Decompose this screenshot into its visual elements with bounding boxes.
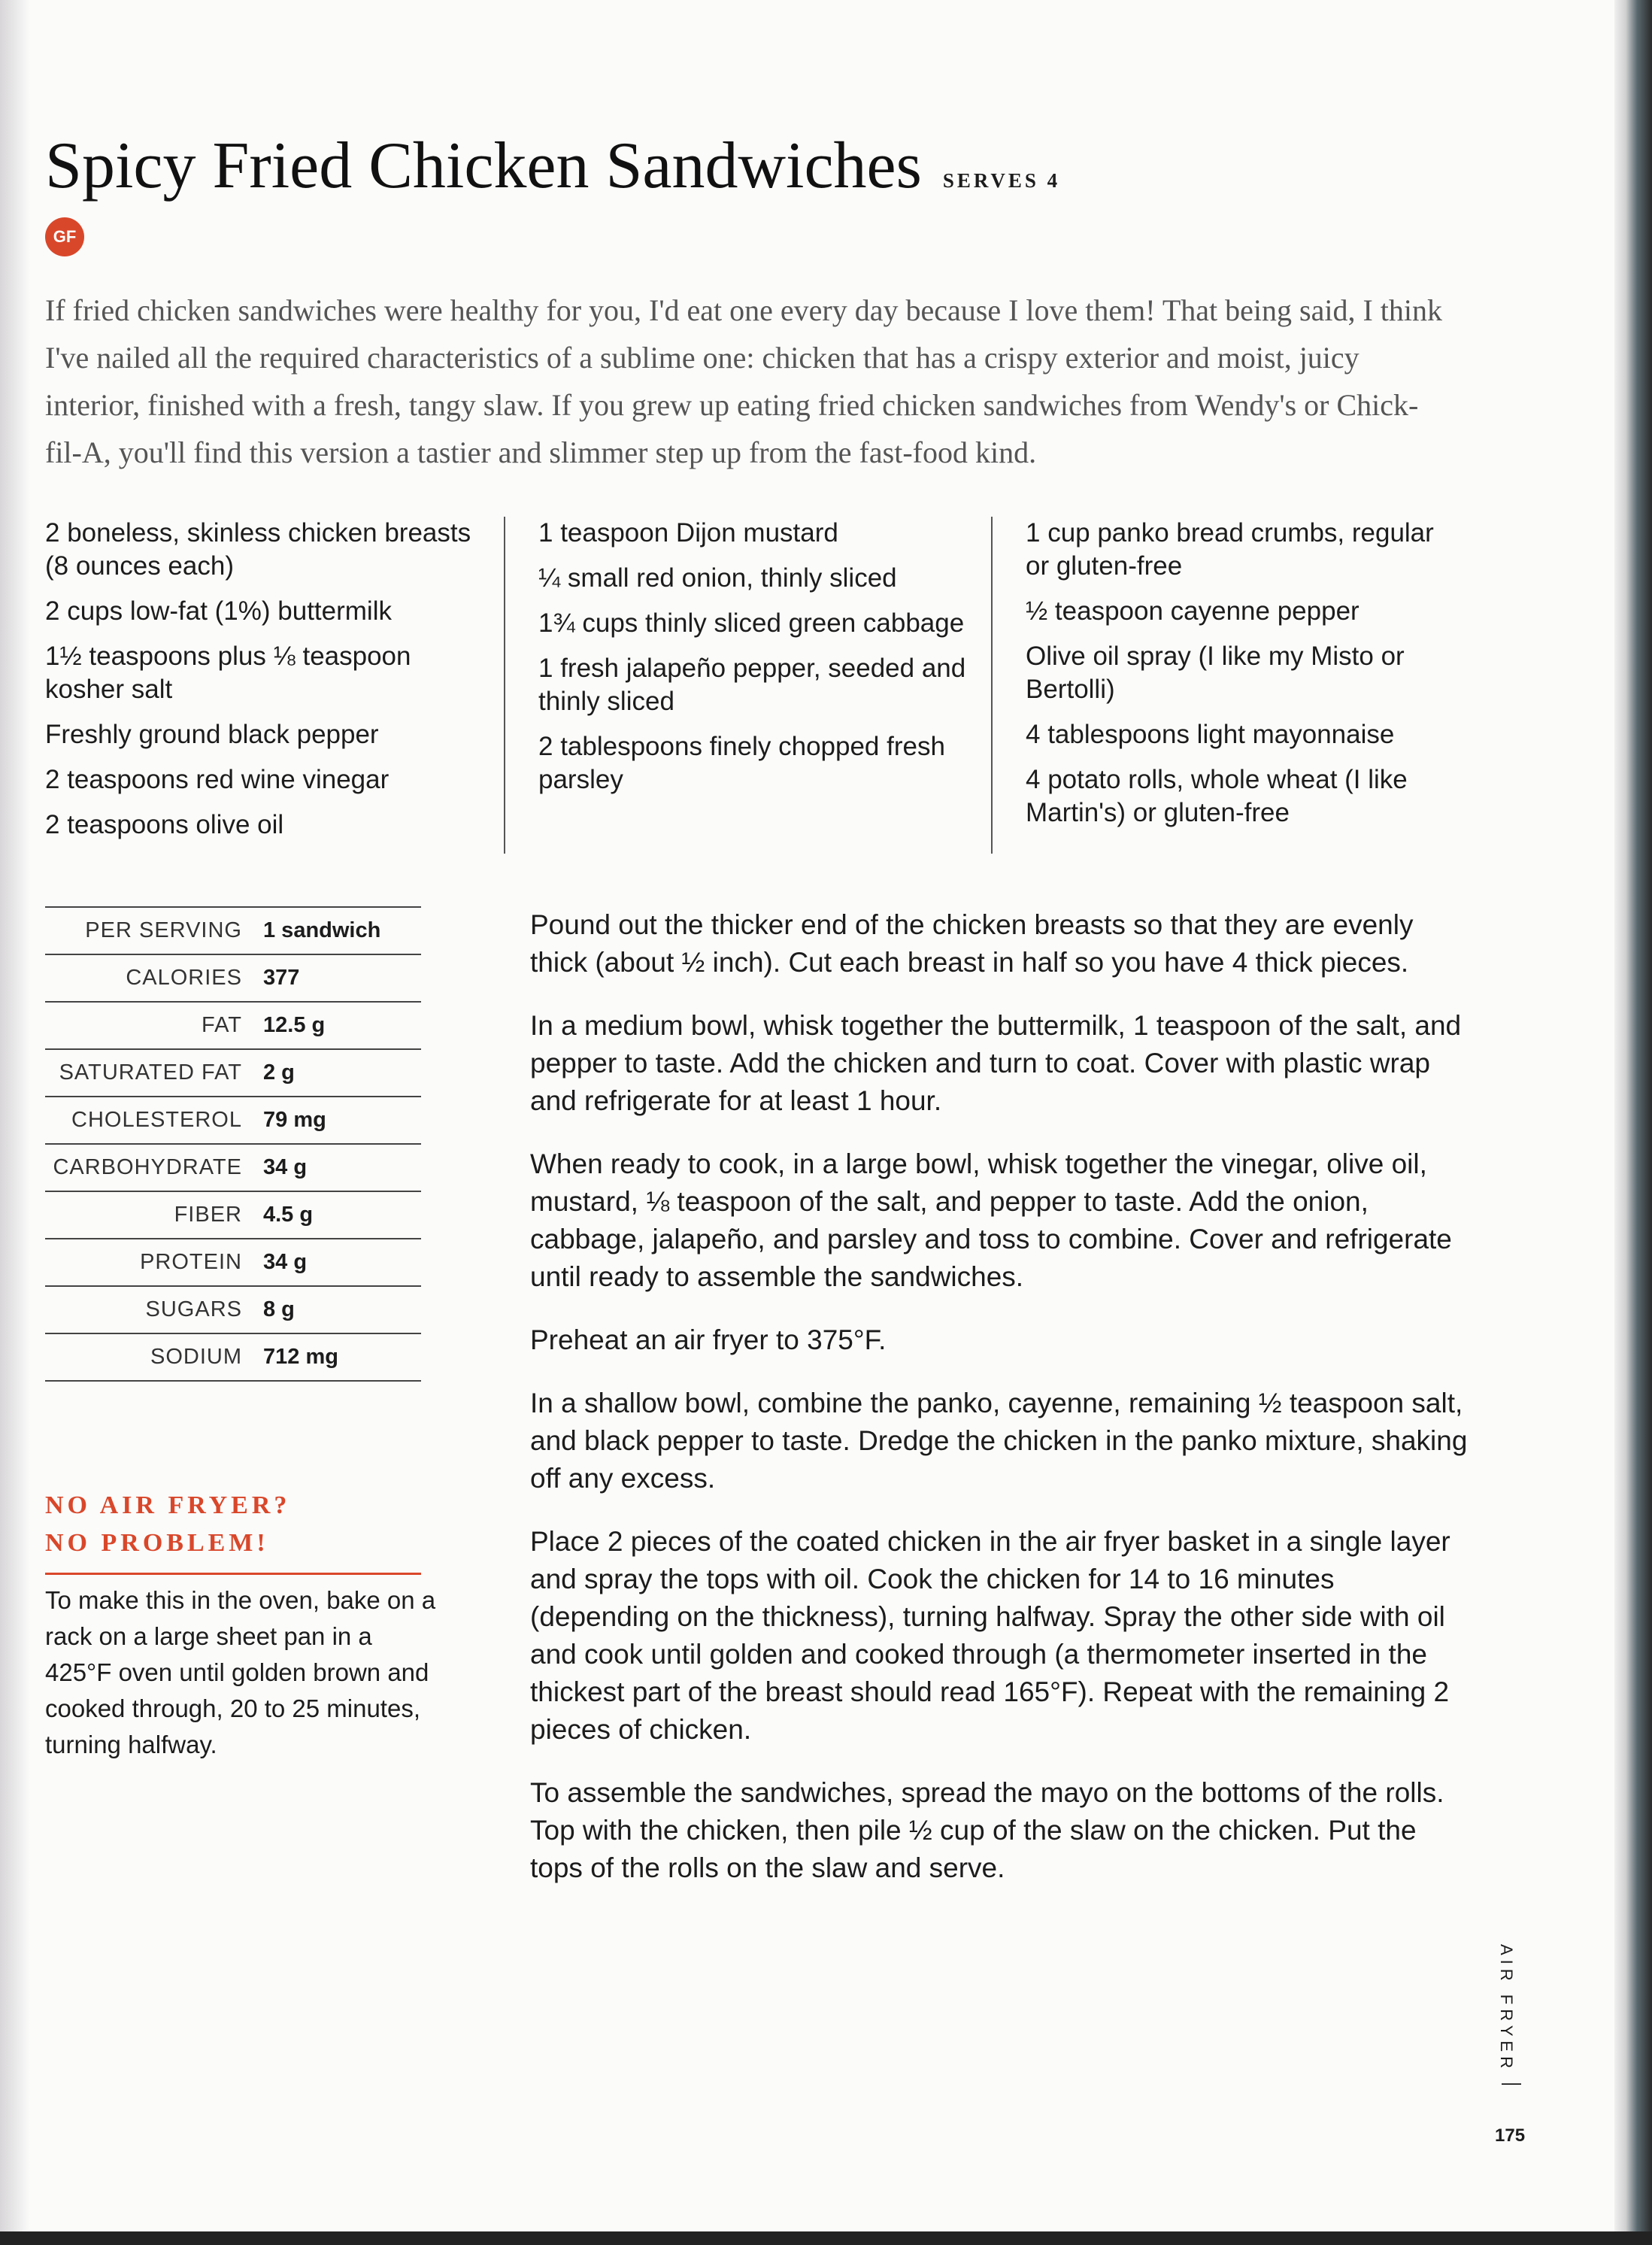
nutrition-row	[45, 1285, 421, 1333]
nutrition-value: 4.5 g	[263, 1203, 314, 1227]
instruction-step: Preheat an air fryer to 375°F.	[530, 1324, 887, 1355]
ingredient: 2 teaspoons red wine vinegar	[45, 765, 390, 794]
section-label: AIR FRYER	[1497, 1944, 1516, 2073]
ingredient: 4 tablespoons light mayonnaise	[1026, 720, 1395, 749]
left-column	[45, 906, 436, 1913]
instruction-step: Pound out the thicker end of the chicken breasts so that they are evenly thick (about ½ inch). Cut each breast in half so you have 4 thick pieces.	[530, 909, 1414, 978]
ingredient: ½ teaspoon cayenne pepper	[1026, 596, 1359, 626]
nutrition-value: 8 g	[263, 1297, 295, 1321]
nutrition-label: CHOLESTEROL	[71, 1108, 242, 1132]
nutrition-label: SODIUM	[150, 1345, 242, 1369]
ingredient: 2 teaspoons olive oil	[45, 810, 284, 839]
nutrition-label: PER SERVING	[85, 918, 242, 942]
instruction-step: In a shallow bowl, combine the panko, cayenne, remaining ½ teaspoon salt, and black pepper to taste. Dredge the chicken in the panko mixture, shaking off any excess.	[530, 1388, 1468, 1494]
scan-bottom-edge	[0, 2231, 1652, 2245]
ingredients-column-2	[504, 517, 991, 854]
lower-section	[45, 906, 1474, 1913]
recipe-page	[45, 128, 1474, 1913]
instruction-step: To assemble the sandwiches, spread the mayo on the bottoms of the rolls. Top with the chicken, then pile ½ cup of the slaw on the chicken. Put the tops of the rolls on the slaw and serve.	[530, 1777, 1444, 1883]
page-number: 175	[1495, 2125, 1526, 2146]
nutrition-value: 79 mg	[263, 1108, 326, 1132]
nutrition-label: FAT	[201, 1013, 242, 1037]
ingredient: 1½ teaspoons plus ⅛ teaspoon kosher salt	[45, 642, 411, 704]
section-divider	[1502, 2083, 1521, 2085]
nutrition-value: 377	[263, 966, 300, 990]
nutrition-row	[45, 1143, 421, 1191]
nutrition-row	[45, 906, 421, 954]
nutrition-label: CARBOHYDRATE	[53, 1155, 242, 1179]
nutrition-row	[45, 1096, 421, 1143]
nutrition-label: PROTEIN	[140, 1250, 242, 1274]
nutrition-value: 1 sandwich	[263, 918, 381, 942]
no-air-fryer-heading	[45, 1487, 421, 1562]
nutrition-row	[45, 1191, 421, 1238]
ingredients-column-1	[45, 517, 504, 854]
ingredients	[45, 517, 1474, 854]
ingredient: 1¾ cups thinly sliced green cabbage	[538, 608, 965, 638]
title-row	[45, 128, 1474, 204]
ingredient: 2 tablespoons finely chopped fresh parsley	[538, 732, 945, 794]
instructions	[530, 906, 1470, 1913]
ingredient: 2 cups low-fat (1%) buttermilk	[45, 596, 392, 626]
intro-paragraph: If fried chicken sandwiches were healthy for you, I'd eat one every day because I love them! That being said, I think I've nailed all the required characteristics of a sublime one: chicken that has a crispy exterior and moist, juicy interior, finished with a fresh, tangy slaw. If you grew up eating fried chicken sandwiches from Wendy's or Chick-fil-A, you'll find this version a tastier and slimmer step up from the fast-food kind.	[45, 293, 1442, 469]
nutrition-label: FIBER	[174, 1203, 242, 1227]
nutrition-row	[45, 1238, 421, 1285]
ingredient: 1 fresh jalapeño pepper, seeded and thinly sliced	[538, 654, 966, 716]
serves-label: SERVES 4	[942, 169, 1061, 192]
ingredient: 4 potato rolls, whole wheat (I like Martin's) or gluten-free	[1026, 765, 1408, 827]
nutrition-label: SATURATED FAT	[59, 1060, 242, 1085]
nutrition-row	[45, 1001, 421, 1048]
ingredients-column-3	[991, 517, 1457, 854]
instruction-step: In a medium bowl, whisk together the buttermilk, 1 teaspoon of the salt, and pepper to taste. Add the chicken and turn to coat. Cover with plastic wrap and refrigerate for at least 1 hour.	[530, 1010, 1462, 1116]
nutrition-row	[45, 1333, 421, 1382]
heading-line-1: NO AIR FRYER?	[45, 1491, 291, 1519]
instruction-step: When ready to cook, in a large bowl, whisk together the vinegar, olive oil, mustard, ⅛ teaspoon of the salt, and pepper to taste. Add the onion, cabbage, jalapeño, and parsley and toss to combine. Cover and refrigerate until ready to assemble the sandwiches.	[530, 1148, 1452, 1292]
nutrition-label: SUGARS	[145, 1297, 242, 1321]
nutrition-table	[45, 906, 421, 1382]
nutrition-value: 2 g	[263, 1060, 295, 1085]
scan-left-shadow	[0, 0, 30, 2245]
book-spine-edge	[1614, 0, 1652, 2245]
nutrition-value: 34 g	[263, 1155, 308, 1179]
ingredient: 2 boneless, skinless chicken breasts (8 ounces each)	[45, 518, 471, 581]
nutrition-row	[45, 954, 421, 1001]
no-air-fryer-box	[45, 1487, 436, 1763]
nutrition-row	[45, 1048, 421, 1096]
gluten-free-badge: GF	[45, 217, 84, 256]
ingredient: Olive oil spray (I like my Misto or Bertolli)	[1026, 642, 1405, 704]
nutrition-label: CALORIES	[126, 966, 242, 990]
instruction-step: Place 2 pieces of the coated chicken in the air fryer basket in a single layer and spray the tops with oil. Cook the chicken for 14 to 16 minutes (depending on the thickness), turning halfway. Spray the other side with oil and cook until golden and cooked through (a thermometer inserted in the thickest part of the breast should read 165°F). Repeat with the remaining 2 pieces of chicken.	[530, 1526, 1450, 1745]
heading-line-2: NO PROBLEM!	[45, 1529, 269, 1557]
nutrition-value: 12.5 g	[263, 1013, 326, 1037]
ingredient: 1 cup panko bread crumbs, regular or gluten-free	[1026, 518, 1434, 581]
ingredient: 1 teaspoon Dijon mustard	[538, 518, 838, 548]
nutrition-value: 712 mg	[263, 1345, 338, 1369]
ingredient: ¼ small red onion, thinly sliced	[538, 563, 897, 593]
ingredient: Freshly ground black pepper	[45, 720, 379, 749]
recipe-title: Spicy Fried Chicken Sandwiches	[45, 129, 922, 202]
heading-rule	[45, 1573, 421, 1575]
nutrition-value: 34 g	[263, 1250, 308, 1274]
no-air-fryer-body: To make this in the oven, bake on a rack on a large sheet pan in a 425°F oven until golden brown and cooked through, 20 to 25 minutes, turning halfway.	[45, 1586, 436, 1758]
